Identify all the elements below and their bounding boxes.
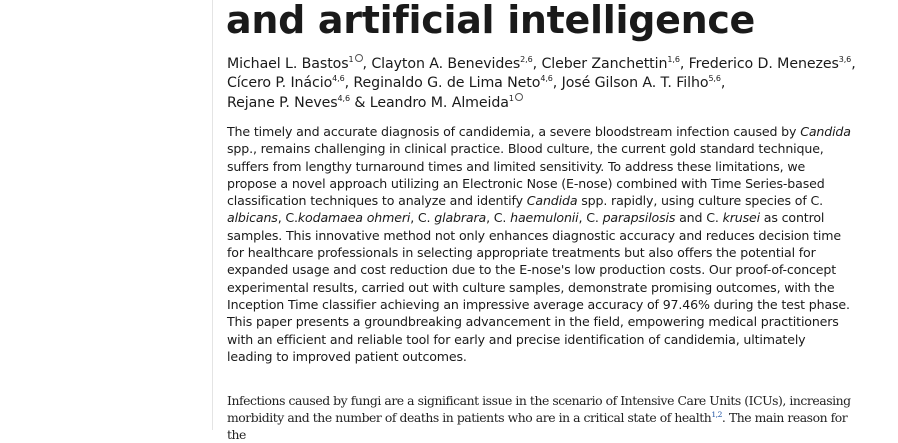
author-separator: & [349, 95, 370, 111]
paper-title: and artificial intelligence [226, 0, 756, 42]
author-name: Frederico D. Menezes [688, 56, 839, 72]
author-separator: , [679, 56, 689, 72]
author-affiliation: 4,6 [337, 94, 350, 103]
author-separator: , [851, 56, 856, 72]
author [227, 75, 345, 91]
species-name: haemulonii [510, 210, 579, 226]
abstract [227, 123, 852, 365]
author-affiliation: 1 [508, 94, 514, 103]
author-separator: , [552, 75, 562, 91]
column-divider [212, 0, 213, 430]
author-separator: , [344, 75, 354, 91]
citation-link[interactable]: 1,2 [711, 409, 722, 419]
orcid-icon[interactable] [355, 54, 363, 62]
species-genus: Candida [800, 124, 851, 139]
author [370, 95, 523, 111]
author-name: Michael L. Bastos [227, 56, 349, 72]
species-name: kodamaea ohmeri [297, 210, 411, 226]
author [541, 56, 679, 72]
orcid-icon[interactable] [515, 93, 523, 101]
author-name: José Gilson A. T. Filho [561, 75, 709, 91]
author-list [227, 54, 877, 113]
author [371, 56, 532, 72]
author-separator: , [362, 56, 372, 72]
species-name: glabrara [434, 210, 487, 226]
author [227, 95, 350, 111]
author-separator: , [720, 75, 726, 91]
author-affiliation: 4,6 [332, 74, 345, 83]
author-affiliation: 2,6 [520, 55, 533, 64]
species-name: krusei [722, 210, 760, 226]
author-separator: , [532, 56, 542, 72]
author [227, 56, 363, 72]
species-name: parapsilosis [602, 210, 676, 226]
author-name: Clayton A. Benevides [371, 56, 521, 72]
species-name: albicans [227, 210, 278, 226]
author-name: Rejane P. Neves [227, 95, 338, 111]
author-affiliation: 4,6 [540, 74, 553, 83]
author-affiliation: 3,6 [838, 55, 852, 64]
author [353, 75, 552, 91]
author-name: Cícero P. Inácio [227, 75, 333, 91]
intro-paragraph: Infections caused by fungi are a significant issue in the scenario of Intensive Care Units (ICUs), increasing morbidity and the number of deaths in patients who are in a critical state of health$^{1,2}$. The main reason for the [227, 393, 851, 442]
author-name: Cleber Zanchettin [541, 56, 668, 72]
introduction [227, 393, 857, 443]
author-affiliation: 5,6 [708, 74, 721, 83]
author-name: Reginaldo G. de Lima Neto [353, 75, 541, 91]
author-name: Leandro M. Almeida [369, 95, 509, 111]
abstract-text: The timely and accurate diagnosis of candidemia, a severe bloodstream infection caused by Candida spp., remains challenging in clinical practice. Blood culture, the current gold standard technique, suffers from lengthy turnaround times and limited sensitivity. To address these limitations, we propose a novel approach utilizing an Electronic Nose (E-nose) combined with Time Series-based classification techniques to analyze and identify Candida spp. rapidly, using culture species of C. albicans, C.kodamaea ohmeri, C. glabrara, C. haemulonii, C. parapsilosis and C. krusei as control samples. This innovative method not only enhances diagnostic accuracy and reduces decision time for healthcare professionals in selecting appropriate treatments but also offers the potential for expanded usage and cost reduction due to the E-nose's low production costs. Our proof-of-concept experimental results, carried out with culture samples, demonstrate promising outcomes, with the Inception Time classifier achieving an impressive average accuracy of 97.46% during the test phase. This paper presents a groundbreaking advancement in the field, empowering medical practitioners with an efficient and reliable tool for early and precise identification of candidemia, ultimately leading to improved patient outcomes. [227, 124, 851, 364]
author [689, 56, 852, 72]
author [562, 75, 721, 91]
author-affiliation: 1 [348, 55, 354, 64]
species-genus: Candida [526, 193, 578, 209]
author-affiliation: 1,6 [667, 55, 680, 64]
